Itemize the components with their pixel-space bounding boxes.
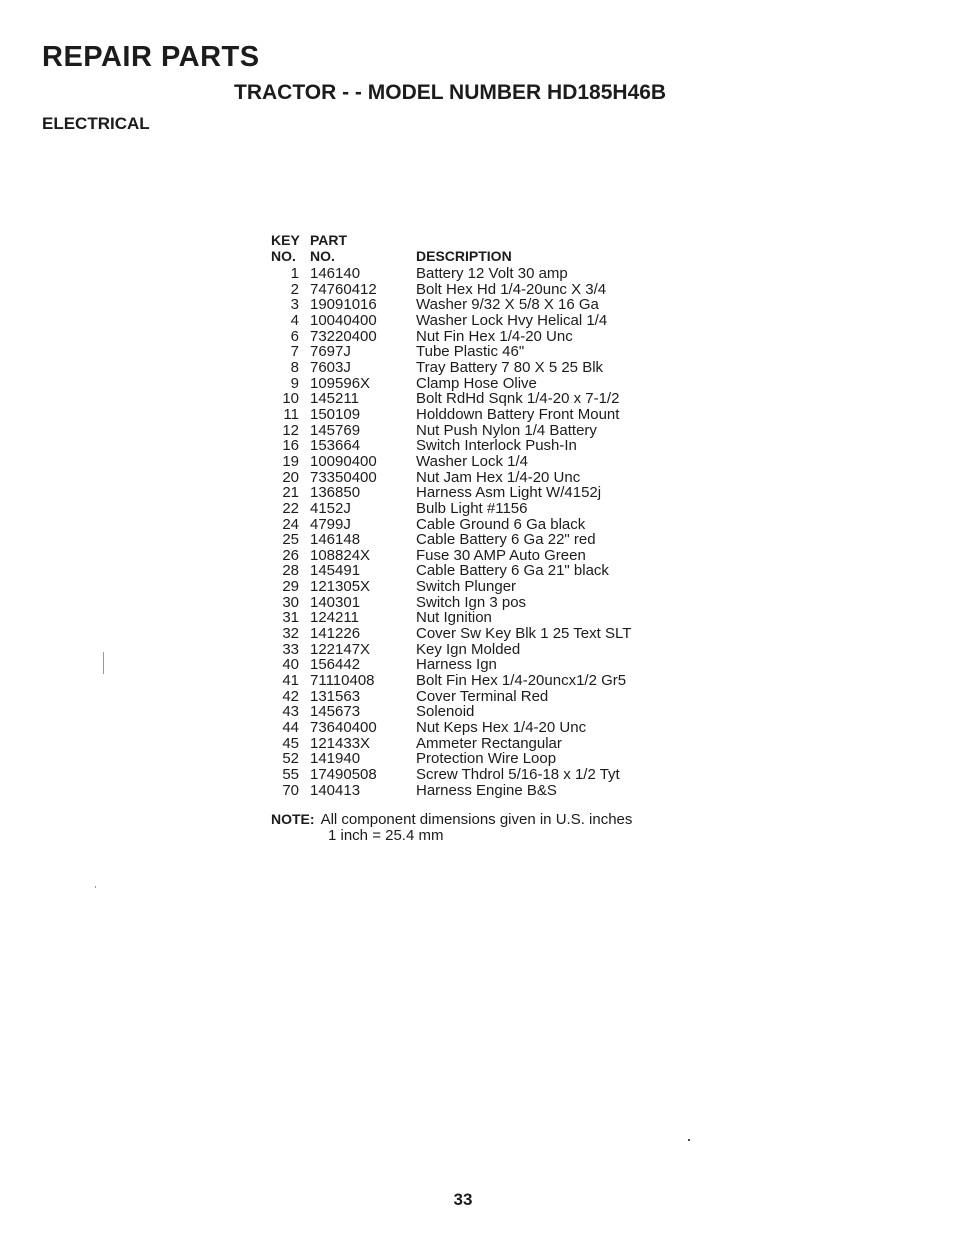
parts-table-body bbox=[271, 266, 676, 798]
page-title: REPAIR PARTS bbox=[42, 41, 260, 73]
key-no-cell: 7 bbox=[290, 343, 299, 361]
part-no-cell: 140413 bbox=[310, 781, 361, 799]
part-no-cell: 4799J bbox=[310, 515, 351, 533]
table-row bbox=[271, 783, 676, 799]
description-cell: Bulb Light #1156 bbox=[416, 499, 528, 517]
scan-mark bbox=[103, 652, 104, 674]
note-line-2: 1 inch = 25.4 mm bbox=[328, 827, 444, 844]
description-cell: Cable Battery 6 Ga 21" black bbox=[416, 562, 609, 580]
description-cell: Nut Jam Hex 1/4-20 Unc bbox=[416, 468, 581, 486]
key-no-cell: 4 bbox=[290, 311, 299, 329]
key-no-cell: 41 bbox=[282, 672, 299, 690]
part-no-cell: 73220400 bbox=[310, 327, 377, 345]
key-no-cell: 2 bbox=[290, 280, 299, 298]
key-no-cell: 8 bbox=[290, 358, 299, 376]
key-no-cell: 44 bbox=[282, 719, 299, 737]
table-row bbox=[271, 329, 676, 345]
col-desc-header: DESCRIPTION bbox=[416, 248, 512, 264]
key-no-cell: 42 bbox=[282, 687, 299, 705]
part-no-cell: 74760412 bbox=[310, 280, 377, 298]
table-row bbox=[271, 736, 676, 752]
description-cell: Nut Ignition bbox=[416, 609, 492, 627]
table-row bbox=[271, 610, 676, 626]
key-no-cell: 19 bbox=[282, 452, 299, 470]
description-cell: Battery 12 Volt 30 amp bbox=[416, 265, 568, 282]
part-no-cell: 146148 bbox=[310, 531, 361, 549]
part-no-cell: 122147X bbox=[310, 640, 371, 658]
key-no-cell: 45 bbox=[282, 734, 299, 752]
key-no-cell: 10 bbox=[282, 390, 299, 408]
table-row bbox=[271, 470, 676, 486]
part-no-cell: 73640400 bbox=[310, 719, 377, 737]
key-no-cell: 21 bbox=[282, 484, 299, 502]
part-no-cell: 4152J bbox=[310, 499, 351, 517]
note-line-1 bbox=[271, 811, 632, 828]
table-row bbox=[271, 360, 676, 376]
key-no-cell: 20 bbox=[282, 468, 299, 486]
key-no-cell: 9 bbox=[290, 374, 299, 392]
description-cell: Washer 9/32 X 5/8 X 16 Ga bbox=[416, 296, 599, 314]
scan-dot bbox=[688, 1139, 690, 1141]
part-no-cell: 7603J bbox=[310, 358, 351, 376]
description-cell: Protection Wire Loop bbox=[416, 750, 557, 768]
key-no-cell: 3 bbox=[290, 296, 299, 314]
key-no-cell: 43 bbox=[282, 703, 299, 721]
part-no-cell: 71110408 bbox=[310, 672, 375, 690]
part-no-cell: 19091016 bbox=[310, 296, 377, 314]
description-cell: Cable Battery 6 Ga 22" red bbox=[416, 531, 596, 549]
note-text: All component dimensions given in U.S. inches bbox=[320, 811, 633, 828]
part-no-cell: 10090400 bbox=[310, 452, 377, 470]
description-cell: Fuse 30 AMP Auto Green bbox=[416, 546, 586, 564]
key-no-cell: 40 bbox=[282, 656, 299, 674]
description-cell: Cover Terminal Red bbox=[416, 687, 549, 705]
key-no-cell: 30 bbox=[282, 593, 299, 611]
page-number: 33 bbox=[453, 1190, 473, 1209]
description-cell: Bolt Hex Hd 1/4-20unc X 3/4 bbox=[416, 280, 607, 298]
description-cell: Nut Fin Hex 1/4-20 Unc bbox=[416, 327, 573, 345]
description-cell: Harness Engine B&S bbox=[416, 781, 557, 799]
col-part-header: PART bbox=[310, 232, 348, 248]
table-row bbox=[271, 517, 676, 533]
key-no-cell: 33 bbox=[282, 640, 299, 658]
col-key-header-2: NO. bbox=[271, 248, 296, 264]
part-no-cell: 73350400 bbox=[310, 468, 377, 486]
part-no-cell: 131563 bbox=[310, 687, 361, 705]
table-row bbox=[271, 423, 676, 439]
table-row bbox=[271, 673, 676, 689]
part-no-cell: 156442 bbox=[310, 656, 361, 674]
description-cell: Cable Ground 6 Ga black bbox=[416, 515, 586, 533]
key-no-cell: 31 bbox=[282, 609, 299, 627]
table-row bbox=[271, 579, 676, 595]
table-row bbox=[271, 438, 676, 454]
description-cell: Switch Ign 3 pos bbox=[416, 593, 527, 611]
key-no-cell: 28 bbox=[282, 562, 299, 580]
part-no-cell: 141226 bbox=[310, 625, 361, 643]
table-row bbox=[271, 391, 676, 407]
table-row bbox=[271, 642, 676, 658]
table-row bbox=[271, 657, 676, 673]
table-header-row-2 bbox=[271, 248, 676, 266]
description-cell: Tube Plastic 46" bbox=[416, 343, 525, 361]
part-no-cell: 136850 bbox=[310, 484, 361, 502]
table-row bbox=[271, 376, 676, 392]
parts-table bbox=[271, 232, 676, 798]
description-cell: Key Ign Molded bbox=[416, 640, 521, 658]
key-no-cell: 26 bbox=[282, 546, 299, 564]
part-no-cell: 10040400 bbox=[310, 311, 377, 329]
description-cell: Washer Lock 1/4 bbox=[416, 452, 528, 470]
description-cell: Screw Thdrol 5/16-18 x 1/2 Tyt bbox=[416, 766, 620, 783]
description-cell: Solenoid bbox=[416, 703, 475, 721]
key-no-cell: 12 bbox=[282, 421, 299, 439]
description-cell: Nut Keps Hex 1/4-20 Unc bbox=[416, 719, 587, 737]
key-no-cell: 22 bbox=[282, 499, 299, 517]
table-row bbox=[271, 720, 676, 736]
part-no-cell: 121433X bbox=[310, 734, 371, 752]
key-no-cell: 16 bbox=[282, 437, 299, 455]
scan-dot bbox=[95, 886, 96, 888]
part-no-cell: 121305X bbox=[310, 578, 371, 596]
table-header-row-1 bbox=[271, 232, 676, 248]
part-no-cell: 141940 bbox=[310, 750, 361, 768]
part-no-cell: 145673 bbox=[310, 703, 361, 721]
description-cell: Clamp Hose Olive bbox=[416, 374, 537, 392]
part-no-cell: 153664 bbox=[310, 437, 361, 455]
note-label: NOTE: bbox=[271, 811, 315, 827]
description-cell: Switch Plunger bbox=[416, 578, 517, 596]
key-no-cell: 24 bbox=[282, 515, 299, 533]
table-row bbox=[271, 297, 676, 313]
table-row bbox=[271, 704, 676, 720]
part-no-cell: 145211 bbox=[310, 390, 359, 408]
key-no-cell: 6 bbox=[290, 327, 299, 345]
note bbox=[271, 811, 632, 844]
part-no-cell: 145491 bbox=[310, 562, 361, 580]
part-no-cell: 146140 bbox=[310, 265, 361, 282]
description-cell: Harness Asm Light W/4152j bbox=[416, 484, 602, 502]
part-no-cell: 140301 bbox=[310, 593, 361, 611]
table-row bbox=[271, 313, 676, 329]
part-no-cell: 124211 bbox=[310, 609, 359, 627]
model-subtitle: TRACTOR - - MODEL NUMBER HD185H46B bbox=[234, 81, 667, 104]
part-no-cell: 17490508 bbox=[310, 766, 377, 783]
part-no-cell: 150109 bbox=[310, 405, 361, 423]
key-no-cell: 55 bbox=[282, 766, 299, 783]
description-cell: Bolt RdHd Sqnk 1/4-20 x 7-1/2 bbox=[416, 390, 620, 408]
description-cell: Harness Ign bbox=[416, 656, 497, 674]
table-row bbox=[271, 532, 676, 548]
table-row bbox=[271, 344, 676, 360]
key-no-cell: 1 bbox=[290, 265, 299, 282]
key-no-cell: 29 bbox=[282, 578, 299, 596]
table-row bbox=[271, 751, 676, 767]
table-row bbox=[271, 485, 676, 501]
table-row bbox=[271, 501, 676, 517]
description-cell: Washer Lock Hvy Helical 1/4 bbox=[416, 311, 608, 329]
key-no-cell: 25 bbox=[282, 531, 299, 549]
part-no-cell: 108824X bbox=[310, 546, 371, 564]
table-row bbox=[271, 595, 676, 611]
description-cell: Nut Push Nylon 1/4 Battery bbox=[416, 421, 597, 439]
key-no-cell: 11 bbox=[283, 405, 299, 423]
description-cell: Cover Sw Key Blk 1 25 Text SLT bbox=[416, 625, 632, 643]
key-no-cell: 32 bbox=[282, 625, 299, 643]
col-key-header: KEY bbox=[271, 232, 300, 248]
description-cell: Holddown Battery Front Mount bbox=[416, 405, 620, 423]
table-row bbox=[271, 454, 676, 470]
table-row bbox=[271, 266, 676, 282]
table-row bbox=[271, 563, 676, 579]
part-no-cell: 7697J bbox=[310, 343, 351, 361]
description-cell: Tray Battery 7 80 X 5 25 Blk bbox=[416, 358, 604, 376]
section-heading: ELECTRICAL bbox=[42, 114, 150, 133]
key-no-cell: 52 bbox=[282, 750, 299, 768]
table-row bbox=[271, 407, 676, 423]
description-cell: Ammeter Rectangular bbox=[416, 734, 562, 752]
description-cell: Bolt Fin Hex 1/4-20uncx1/2 Gr5 bbox=[416, 672, 627, 690]
table-row bbox=[271, 626, 676, 642]
description-cell: Switch Interlock Push-In bbox=[416, 437, 577, 455]
table-row bbox=[271, 282, 676, 298]
key-no-cell: 70 bbox=[282, 781, 299, 799]
table-row bbox=[271, 689, 676, 705]
part-no-cell: 145769 bbox=[310, 421, 361, 439]
table-row bbox=[271, 548, 676, 564]
table-row bbox=[271, 767, 676, 783]
col-part-header-2: NO. bbox=[310, 248, 335, 264]
part-no-cell: 109596X bbox=[310, 374, 371, 392]
